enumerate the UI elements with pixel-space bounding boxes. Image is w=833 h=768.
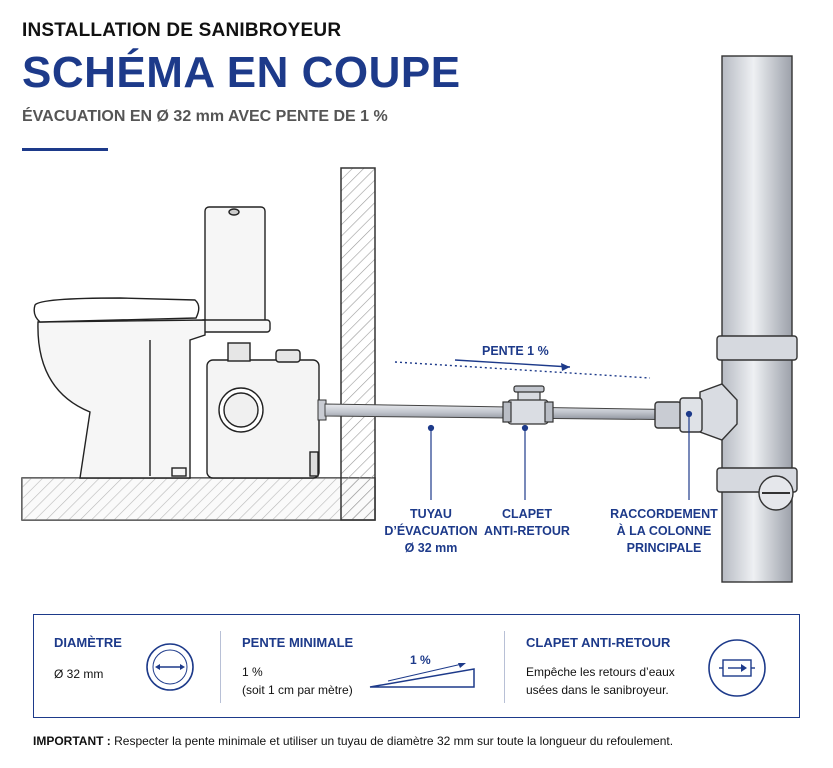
footer-note	[33, 734, 673, 748]
info-divider-1	[220, 631, 221, 703]
callout-connection-line2: À LA COLONNE	[616, 524, 712, 538]
wall-section	[341, 168, 375, 520]
footer-text: Respecter la pente minimale et utiliser un tuyau de diamètre 32 mm sur toute la longueur du refoulement.	[114, 734, 674, 748]
main-column-pipe	[655, 56, 797, 582]
check-valve	[503, 386, 553, 424]
slope-wedge-label: 1 %	[410, 653, 431, 667]
info-panel	[33, 614, 800, 718]
page-subtitle: ÉVACUATION EN Ø 32 mm AVEC PENTE DE 1 %	[22, 108, 388, 125]
callout-pipe-line2: D’ÉVACUATION	[384, 524, 478, 538]
macerator-unit	[207, 343, 319, 478]
slope-note: (soit 1 cm par mètre)	[242, 683, 353, 697]
slope-indicator	[395, 360, 650, 378]
callout-connection	[608, 506, 720, 557]
callout-pipe-line3: Ø 32 mm	[404, 541, 458, 555]
slope-value: 1 %	[242, 665, 263, 679]
callout-valve-line2: ANTI-RETOUR	[484, 524, 570, 538]
valve-title: CLAPET ANTI-RETOUR	[526, 635, 671, 650]
diameter-arrows-icon	[144, 641, 196, 693]
kicker-title: INSTALLATION DE SANIBROYEUR	[22, 20, 342, 41]
callout-pipe-line1: TUYAU	[410, 507, 452, 521]
slope-title: PENTE MINIMALE	[242, 635, 354, 650]
check-valve-icon	[706, 637, 768, 699]
footer-label: IMPORTANT :	[33, 734, 111, 748]
slope-label: PENTE 1 %	[482, 344, 549, 358]
callout-leaders	[429, 412, 692, 501]
diameter-title: DIAMÈTRE	[54, 635, 122, 650]
callout-valve-line1: CLAPET	[502, 507, 552, 521]
valve-desc-line2: usées dans le sanibroyeur.	[526, 683, 669, 697]
page-title: SCHÉMA EN COUPE	[22, 48, 461, 97]
callout-connection-line3: PRINCIPALE	[626, 541, 702, 555]
valve-desc-line1: Empêche les retours d’eaux	[526, 665, 675, 679]
info-divider-2	[504, 631, 505, 703]
diameter-value: Ø 32 mm	[54, 667, 104, 681]
callout-connection-line1: RACCORDEMENT	[610, 507, 718, 521]
callout-valve	[477, 506, 577, 540]
callout-pipe	[381, 506, 481, 557]
floor-slab	[22, 478, 375, 520]
